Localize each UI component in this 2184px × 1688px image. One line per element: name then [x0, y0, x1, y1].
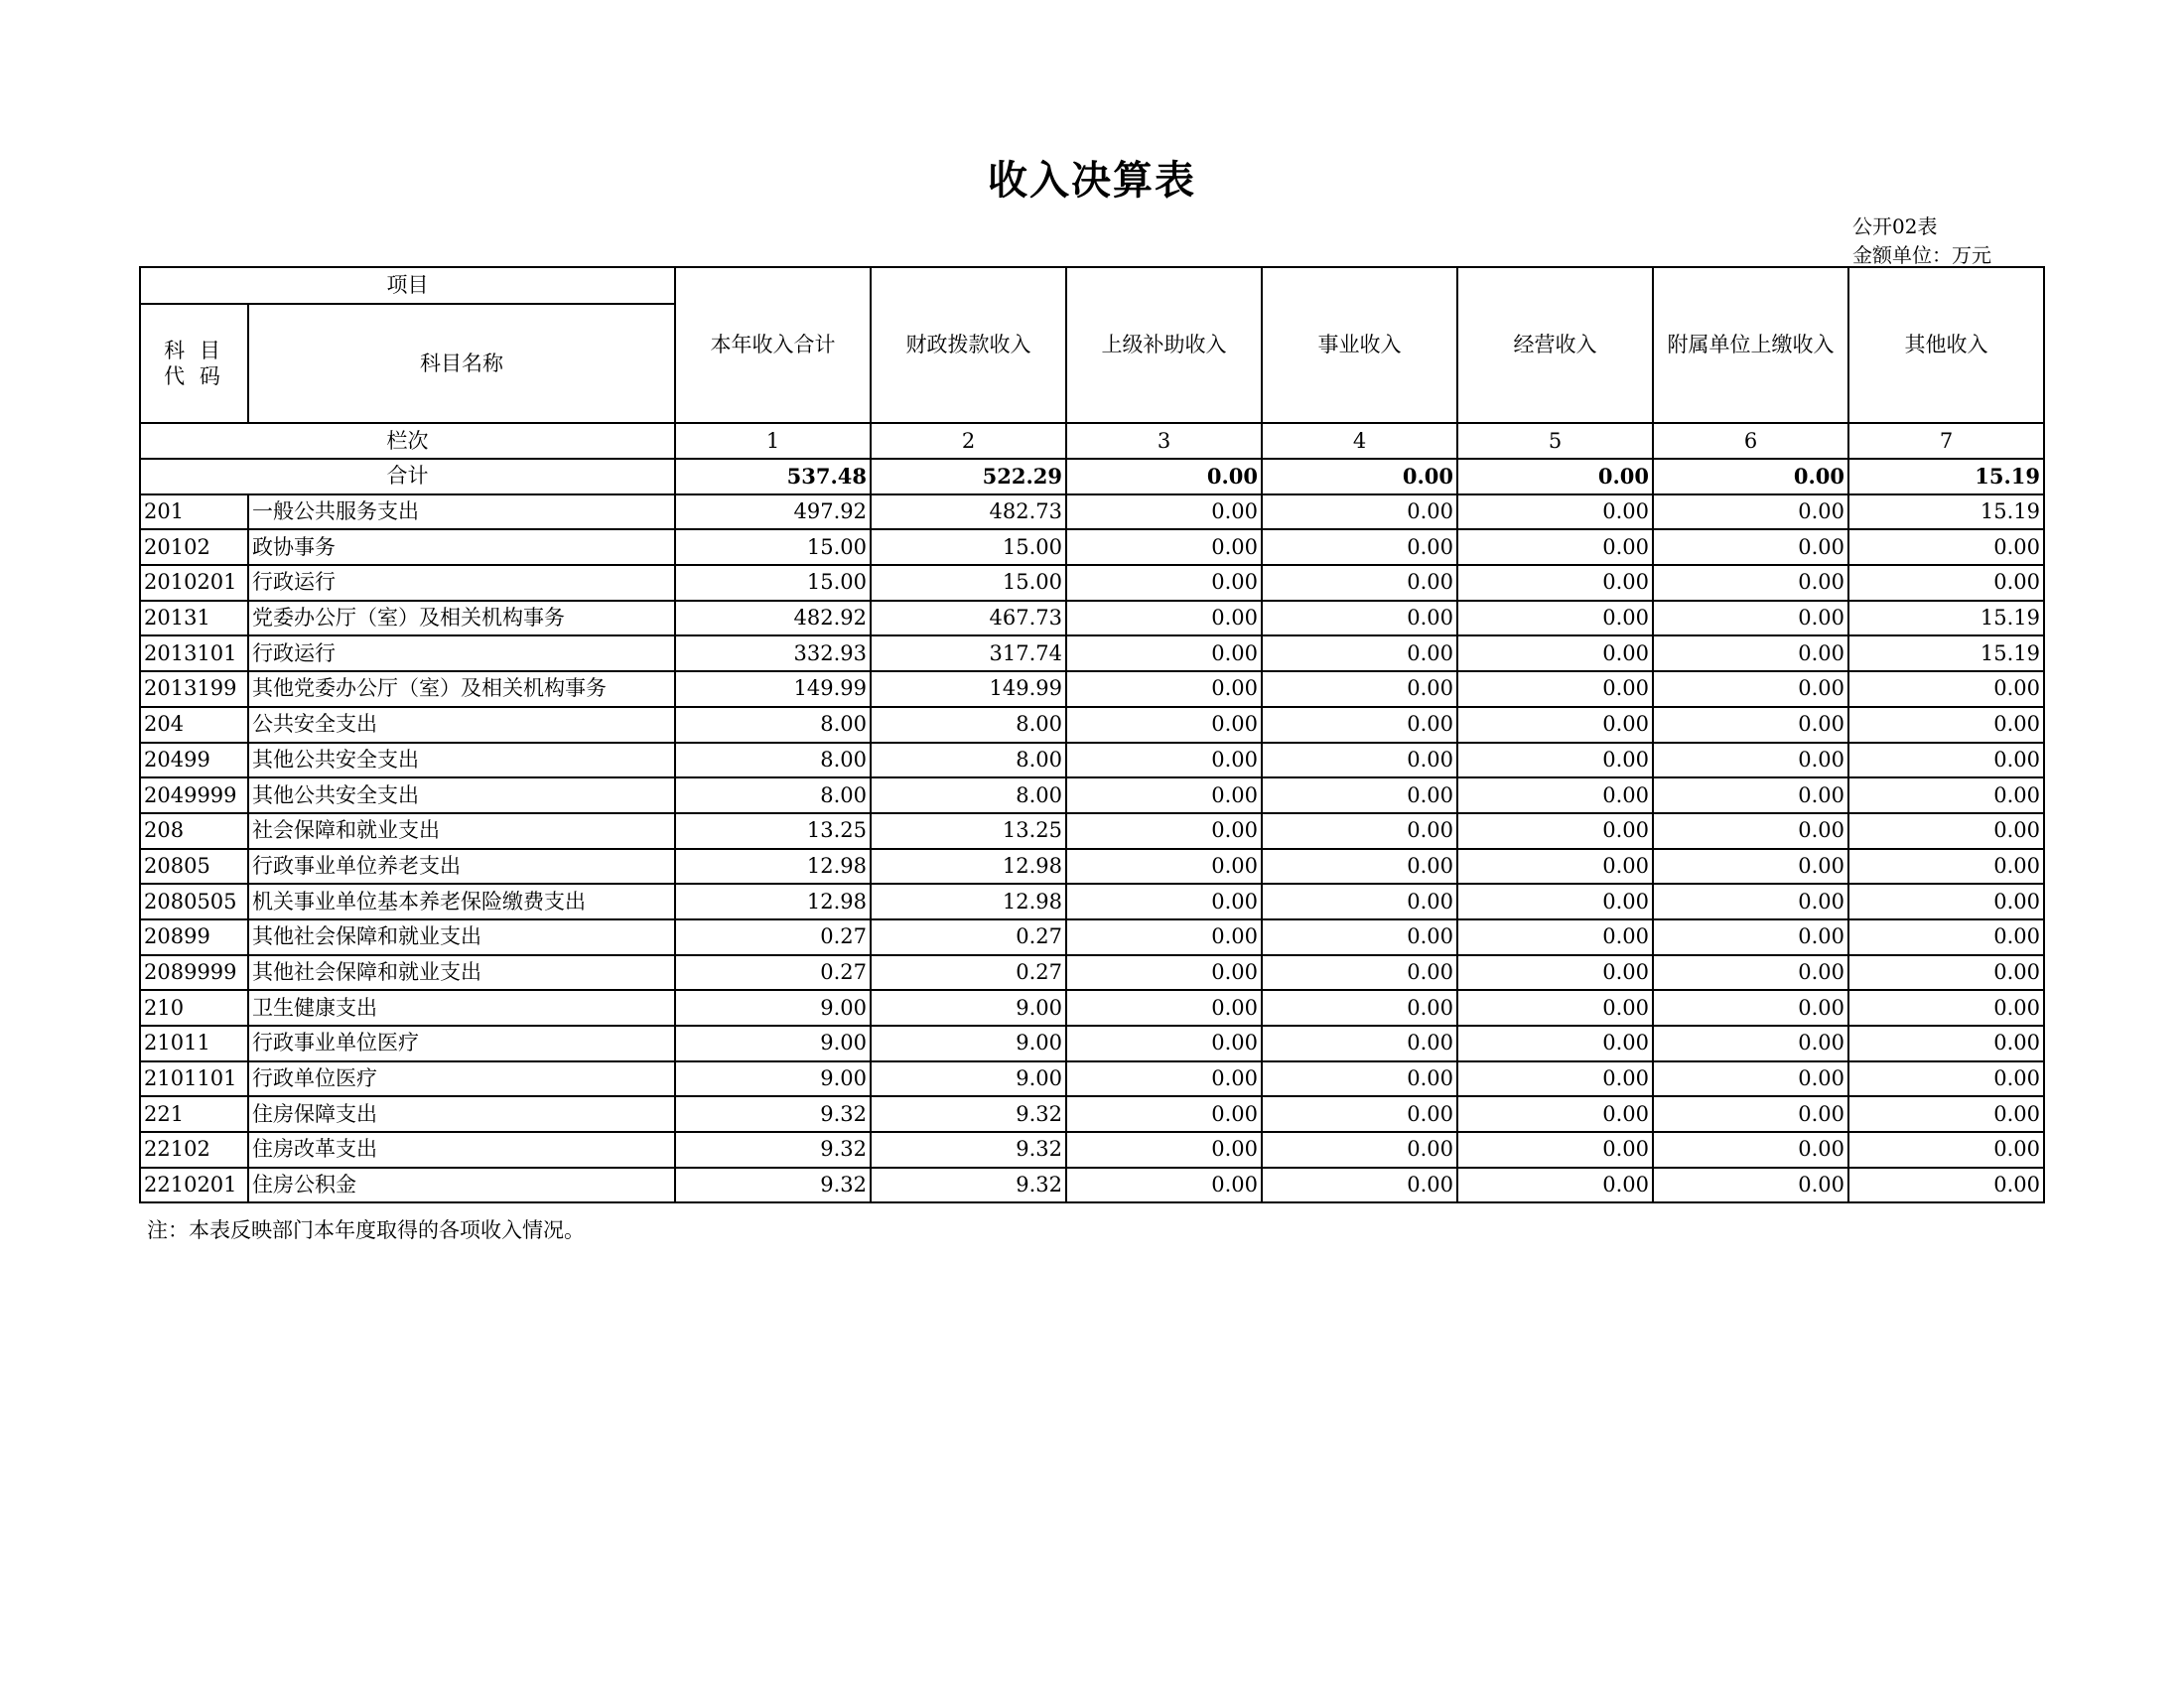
name-header: 科目名称 — [248, 304, 675, 423]
amount-cell: 0.00 — [1653, 707, 1848, 743]
amount-cell: 467.73 — [871, 601, 1066, 636]
column-header: 附属单位上缴收入 — [1653, 267, 1848, 423]
table-row — [140, 565, 2044, 601]
total-label: 合计 — [140, 459, 675, 494]
name-cell: 一般公共服务支出 — [248, 494, 675, 530]
code-cell: 20899 — [140, 919, 248, 955]
code-cell: 201 — [140, 494, 248, 530]
table-row — [140, 743, 2044, 778]
amount-cell: 0.00 — [1262, 1096, 1457, 1132]
income-table — [139, 266, 2045, 1203]
amount-cell: 8.00 — [675, 777, 871, 813]
amount-cell: 497.92 — [675, 494, 871, 530]
amount-cell: 0.00 — [1848, 707, 2044, 743]
name-cell: 住房保障支出 — [248, 1096, 675, 1132]
amount-cell: 0.00 — [1848, 671, 2044, 707]
table-row — [140, 1026, 2044, 1061]
index-cell: 7 — [1848, 423, 2044, 459]
amount-cell: 0.00 — [1653, 919, 1848, 955]
table-row — [140, 1168, 2044, 1203]
amount-cell: 0.00 — [1457, 601, 1653, 636]
amount-cell: 0.00 — [1262, 1168, 1457, 1203]
amount-cell: 0.00 — [1848, 1168, 2044, 1203]
amount-cell: 0.27 — [871, 955, 1066, 991]
amount-cell: 0.00 — [1066, 777, 1262, 813]
amount-cell: 0.00 — [1848, 565, 2044, 601]
amount-cell: 0.00 — [1457, 990, 1653, 1026]
name-cell: 政协事务 — [248, 529, 675, 565]
amount-cell: 0.00 — [1262, 884, 1457, 919]
total-cell: 537.48 — [675, 459, 871, 494]
name-cell: 其他公共安全支出 — [248, 743, 675, 778]
amount-cell: 9.32 — [675, 1168, 871, 1203]
column-header: 其他收入 — [1848, 267, 2044, 423]
amount-cell: 9.00 — [871, 990, 1066, 1026]
amount-cell: 0.00 — [1457, 1132, 1653, 1168]
amount-cell: 0.00 — [1066, 635, 1262, 671]
amount-cell: 0.00 — [1848, 955, 2044, 991]
amount-cell: 0.00 — [1066, 601, 1262, 636]
amount-cell: 0.00 — [1457, 671, 1653, 707]
table-row — [140, 849, 2044, 885]
amount-cell: 0.00 — [1066, 1096, 1262, 1132]
amount-cell: 8.00 — [871, 777, 1066, 813]
amount-cell: 0.00 — [1457, 1061, 1653, 1097]
code-cell: 20102 — [140, 529, 248, 565]
amount-cell: 0.00 — [1457, 1026, 1653, 1061]
amount-cell: 8.00 — [675, 743, 871, 778]
amount-cell: 0.00 — [1066, 494, 1262, 530]
code-cell: 2210201 — [140, 1168, 248, 1203]
amount-cell: 0.00 — [1457, 884, 1653, 919]
table-row — [140, 1132, 2044, 1168]
amount-cell: 332.93 — [675, 635, 871, 671]
amount-cell: 0.00 — [1457, 529, 1653, 565]
amount-cell: 0.00 — [1848, 1096, 2044, 1132]
amount-cell: 0.00 — [1848, 1061, 2044, 1097]
total-cell: 0.00 — [1457, 459, 1653, 494]
total-cell: 522.29 — [871, 459, 1066, 494]
name-cell: 卫生健康支出 — [248, 990, 675, 1026]
amount-cell: 0.00 — [1848, 1132, 2044, 1168]
amount-cell: 0.00 — [1262, 601, 1457, 636]
amount-cell: 9.32 — [871, 1096, 1066, 1132]
amount-cell: 0.00 — [1848, 813, 2044, 849]
amount-cell: 0.00 — [1457, 743, 1653, 778]
amount-cell: 0.00 — [1066, 1061, 1262, 1097]
column-header: 经营收入 — [1457, 267, 1653, 423]
amount-cell: 0.00 — [1262, 707, 1457, 743]
amount-cell: 0.00 — [1457, 919, 1653, 955]
code-cell: 2049999 — [140, 777, 248, 813]
total-cell: 0.00 — [1066, 459, 1262, 494]
table-row — [140, 884, 2044, 919]
amount-cell: 15.00 — [675, 565, 871, 601]
table-row — [140, 1061, 2044, 1097]
name-cell: 行政运行 — [248, 635, 675, 671]
amount-cell: 0.00 — [1653, 743, 1848, 778]
amount-cell: 0.27 — [871, 919, 1066, 955]
amount-cell: 0.00 — [1653, 813, 1848, 849]
code-cell: 20805 — [140, 849, 248, 885]
code-cell: 208 — [140, 813, 248, 849]
code-cell: 20131 — [140, 601, 248, 636]
amount-cell: 317.74 — [871, 635, 1066, 671]
name-cell: 行政事业单位养老支出 — [248, 849, 675, 885]
amount-cell: 0.00 — [1653, 1096, 1848, 1132]
amount-cell: 9.32 — [675, 1132, 871, 1168]
name-cell: 机关事业单位基本养老保险缴费支出 — [248, 884, 675, 919]
total-cell: 0.00 — [1262, 459, 1457, 494]
amount-cell: 0.00 — [1262, 1061, 1457, 1097]
code-cell: 204 — [140, 707, 248, 743]
amount-cell: 9.00 — [675, 1026, 871, 1061]
amount-cell: 0.00 — [1457, 494, 1653, 530]
amount-cell: 0.00 — [1457, 955, 1653, 991]
code-cell: 20499 — [140, 743, 248, 778]
amount-cell: 0.00 — [1457, 635, 1653, 671]
total-cell: 15.19 — [1848, 459, 2044, 494]
amount-cell: 9.32 — [871, 1168, 1066, 1203]
code-cell: 2010201 — [140, 565, 248, 601]
amount-cell: 0.00 — [1262, 777, 1457, 813]
amount-cell: 0.00 — [1262, 813, 1457, 849]
amount-cell: 8.00 — [871, 743, 1066, 778]
table-row — [140, 919, 2044, 955]
amount-cell: 0.00 — [1066, 849, 1262, 885]
table-row — [140, 990, 2044, 1026]
amount-cell: 0.00 — [1457, 1168, 1653, 1203]
amount-cell: 0.00 — [1848, 849, 2044, 885]
amount-cell: 149.99 — [871, 671, 1066, 707]
amount-cell: 0.00 — [1066, 671, 1262, 707]
amount-cell: 0.00 — [1457, 777, 1653, 813]
column-header: 本年收入合计 — [675, 267, 871, 423]
amount-cell: 149.99 — [675, 671, 871, 707]
amount-cell: 0.00 — [1653, 601, 1848, 636]
amount-cell: 0.00 — [1848, 990, 2044, 1026]
index-cell: 6 — [1653, 423, 1848, 459]
amount-cell: 0.27 — [675, 955, 871, 991]
amount-cell: 0.00 — [1653, 1132, 1848, 1168]
amount-cell: 0.00 — [1262, 635, 1457, 671]
amount-cell: 0.00 — [1457, 565, 1653, 601]
amount-cell: 0.00 — [1653, 671, 1848, 707]
page-title: 收入决算表 — [988, 158, 1196, 204]
item-header: 项目 — [140, 267, 675, 304]
unit-label: 金额单位：万元 — [1852, 243, 1991, 267]
amount-cell: 13.25 — [675, 813, 871, 849]
amount-cell: 13.25 — [871, 813, 1066, 849]
code-cell: 2013101 — [140, 635, 248, 671]
index-cell: 3 — [1066, 423, 1262, 459]
index-cell: 4 — [1262, 423, 1457, 459]
amount-cell: 0.00 — [1262, 671, 1457, 707]
amount-cell: 0.00 — [1262, 919, 1457, 955]
amount-cell: 0.00 — [1848, 777, 2044, 813]
code-cell: 2080505 — [140, 884, 248, 919]
amount-cell: 15.19 — [1848, 494, 2044, 530]
amount-cell: 9.00 — [871, 1026, 1066, 1061]
amount-cell: 0.00 — [1066, 919, 1262, 955]
amount-cell: 0.00 — [1653, 565, 1848, 601]
code-cell: 2089999 — [140, 955, 248, 991]
amount-cell: 0.00 — [1653, 635, 1848, 671]
amount-cell: 0.00 — [1848, 1026, 2044, 1061]
amount-cell: 0.00 — [1262, 529, 1457, 565]
name-cell: 党委办公厅（室）及相关机构事务 — [248, 601, 675, 636]
name-cell: 公共安全支出 — [248, 707, 675, 743]
code-cell: 22102 — [140, 1132, 248, 1168]
amount-cell: 9.00 — [675, 990, 871, 1026]
code-header: 科 目 代 码 — [140, 304, 248, 423]
amount-cell: 0.00 — [1066, 884, 1262, 919]
amount-cell: 0.00 — [1848, 743, 2044, 778]
amount-cell: 15.00 — [871, 529, 1066, 565]
table-row — [140, 707, 2044, 743]
amount-cell: 8.00 — [871, 707, 1066, 743]
amount-cell: 12.98 — [675, 884, 871, 919]
name-cell: 行政事业单位医疗 — [248, 1026, 675, 1061]
amount-cell: 0.00 — [1653, 849, 1848, 885]
name-cell: 住房公积金 — [248, 1168, 675, 1203]
column-header: 事业收入 — [1262, 267, 1457, 423]
amount-cell: 0.00 — [1066, 813, 1262, 849]
amount-cell: 0.00 — [1066, 955, 1262, 991]
amount-cell: 0.00 — [1848, 884, 2044, 919]
amount-cell: 0.00 — [1066, 990, 1262, 1026]
amount-cell: 0.00 — [1262, 494, 1457, 530]
amount-cell: 9.32 — [871, 1132, 1066, 1168]
amount-cell: 0.00 — [1066, 1026, 1262, 1061]
amount-cell: 0.00 — [1262, 1132, 1457, 1168]
amount-cell: 0.00 — [1457, 813, 1653, 849]
amount-cell: 15.00 — [675, 529, 871, 565]
amount-cell: 0.00 — [1653, 777, 1848, 813]
amount-cell: 12.98 — [871, 849, 1066, 885]
column-header: 财政拨款收入 — [871, 267, 1066, 423]
name-cell: 其他党委办公厅（室）及相关机构事务 — [248, 671, 675, 707]
amount-cell: 0.00 — [1848, 529, 2044, 565]
code-cell: 21011 — [140, 1026, 248, 1061]
name-cell: 行政单位医疗 — [248, 1061, 675, 1097]
amount-cell: 0.00 — [1457, 707, 1653, 743]
amount-cell: 0.00 — [1262, 990, 1457, 1026]
amount-cell: 0.00 — [1066, 707, 1262, 743]
amount-cell: 9.00 — [675, 1061, 871, 1097]
table-row — [140, 955, 2044, 991]
amount-cell: 0.00 — [1653, 1026, 1848, 1061]
index-cell: 2 — [871, 423, 1066, 459]
amount-cell: 12.98 — [871, 884, 1066, 919]
name-cell: 其他社会保障和就业支出 — [248, 955, 675, 991]
table-row — [140, 671, 2044, 707]
amount-cell: 15.19 — [1848, 601, 2044, 636]
total-row — [140, 459, 2044, 494]
table-note: 注：本表反映部门本年度取得的各项收入情况。 — [147, 1218, 585, 1242]
code-cell: 2013199 — [140, 671, 248, 707]
amount-cell: 482.73 — [871, 494, 1066, 530]
code-cell: 221 — [140, 1096, 248, 1132]
amount-cell: 0.27 — [675, 919, 871, 955]
table-row — [140, 1096, 2044, 1132]
index-cell: 5 — [1457, 423, 1653, 459]
amount-cell: 0.00 — [1262, 955, 1457, 991]
table-row — [140, 813, 2044, 849]
name-cell: 其他社会保障和就业支出 — [248, 919, 675, 955]
table-row — [140, 635, 2044, 671]
name-cell: 社会保障和就业支出 — [248, 813, 675, 849]
code-cell: 210 — [140, 990, 248, 1026]
table-row — [140, 494, 2044, 530]
amount-cell: 0.00 — [1653, 494, 1848, 530]
amount-cell: 0.00 — [1848, 919, 2044, 955]
form-number: 公开02表 — [1852, 214, 1938, 238]
amount-cell: 482.92 — [675, 601, 871, 636]
amount-cell: 0.00 — [1653, 955, 1848, 991]
amount-cell: 0.00 — [1653, 529, 1848, 565]
name-cell: 住房改革支出 — [248, 1132, 675, 1168]
amount-cell: 0.00 — [1066, 1168, 1262, 1203]
amount-cell: 15.19 — [1848, 635, 2044, 671]
amount-cell: 0.00 — [1653, 1168, 1848, 1203]
amount-cell: 0.00 — [1066, 529, 1262, 565]
table-row — [140, 777, 2044, 813]
amount-cell: 12.98 — [675, 849, 871, 885]
amount-cell: 9.00 — [871, 1061, 1066, 1097]
amount-cell: 15.00 — [871, 565, 1066, 601]
table-row — [140, 601, 2044, 636]
amount-cell: 0.00 — [1262, 743, 1457, 778]
amount-cell: 0.00 — [1066, 743, 1262, 778]
amount-cell: 9.32 — [675, 1096, 871, 1132]
total-cell: 0.00 — [1653, 459, 1848, 494]
amount-cell: 0.00 — [1653, 1061, 1848, 1097]
amount-cell: 0.00 — [1653, 884, 1848, 919]
amount-cell: 0.00 — [1066, 565, 1262, 601]
amount-cell: 0.00 — [1653, 990, 1848, 1026]
amount-cell: 8.00 — [675, 707, 871, 743]
index-label: 栏次 — [140, 423, 675, 459]
table-row — [140, 529, 2044, 565]
amount-cell: 0.00 — [1262, 849, 1457, 885]
amount-cell: 0.00 — [1066, 1132, 1262, 1168]
name-cell: 其他公共安全支出 — [248, 777, 675, 813]
amount-cell: 0.00 — [1457, 1096, 1653, 1132]
name-cell: 行政运行 — [248, 565, 675, 601]
index-cell: 1 — [675, 423, 871, 459]
amount-cell: 0.00 — [1457, 849, 1653, 885]
code-cell: 2101101 — [140, 1061, 248, 1097]
amount-cell: 0.00 — [1262, 1026, 1457, 1061]
amount-cell: 0.00 — [1262, 565, 1457, 601]
column-header: 上级补助收入 — [1066, 267, 1262, 423]
